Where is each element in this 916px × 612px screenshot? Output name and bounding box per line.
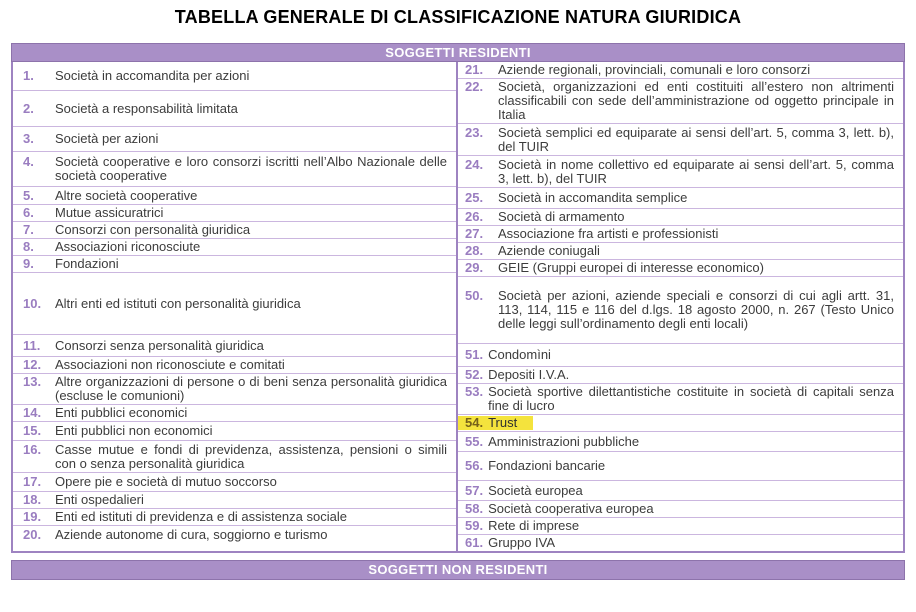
item-number: 6. [23, 205, 34, 220]
item-number: 2. [23, 100, 34, 116]
table-row [458, 451, 903, 480]
table-row [13, 62, 456, 90]
table-row [458, 534, 903, 551]
item-label: Enti ospedalieri [55, 492, 144, 507]
table-row [13, 238, 456, 255]
item-number: 56. [465, 458, 484, 473]
item-label: Aziende autonome di cura, soggiorno e turismo [55, 527, 328, 542]
item-number: 20. [23, 527, 42, 542]
item-label: Associazione fra artisti e professionisti [498, 226, 719, 241]
item-number: 54. [465, 415, 484, 430]
table-row [458, 480, 903, 500]
table-row [13, 525, 456, 544]
table-row [458, 78, 903, 123]
item-label: Altre società cooperative [55, 187, 198, 203]
item-number: 52. [465, 367, 484, 382]
item-label: Casse mutue e fondi di previdenza, assistenza, pensioni o simili con o senza personalità giuridica [55, 441, 447, 471]
table-row [13, 186, 456, 204]
item-number: 18. [23, 492, 42, 507]
table-row [458, 208, 903, 225]
table-row [458, 123, 903, 155]
item-number: 51. [465, 347, 484, 362]
item-label: Consorzi senza personalità giuridica [55, 337, 264, 353]
item-number: 5. [23, 187, 34, 203]
item-label: Società a responsabilità limitata [55, 100, 238, 116]
item-label: Società in accomandita semplice [498, 190, 688, 205]
table-row [458, 366, 903, 383]
item-number: 7. [23, 222, 34, 237]
item-label: Consorzi con personalità giuridica [55, 222, 251, 237]
item-number: 21. [465, 62, 484, 77]
item-label: Enti ed istituti di previdenza e di assistenza sociale [55, 509, 347, 524]
item-label: Mutue assicuratrici [55, 205, 164, 220]
table-row [458, 276, 903, 343]
item-label: Società, organizzazioni ed enti costituiti all’estero non altrimenti classificabili con sede dell’amministrazione od oggetto principale in Italia [498, 79, 894, 122]
table-body [11, 62, 905, 553]
table-row [13, 491, 456, 508]
item-label: Società in nome collettivo ed equiparate ai sensi dell’art. 5, comma 3, lett. b), del TUIR [498, 156, 894, 186]
table-row [458, 242, 903, 259]
item-number: 27. [465, 226, 484, 241]
left-column [13, 62, 458, 551]
item-label: Società per azioni, aziende speciali e consorzi di cui agli artt. 31, 113, 114, 115 e 116 del d.lgs. 18 agosto 2000, n. 267 (Testo Unico delle leggi sull’ordinamento degli enti locali) [498, 288, 894, 331]
table-row [458, 517, 903, 534]
item-number: 57. [465, 482, 484, 498]
table-row [13, 334, 456, 356]
table-row [458, 187, 903, 208]
section-header-residenti [11, 43, 905, 62]
item-number: 1. [23, 68, 34, 83]
section-header-non-residenti [11, 560, 905, 580]
table-row [13, 373, 456, 404]
page-title: TABELLA GENERALE DI CLASSIFICAZIONE NATURA GIURIDICA [174, 7, 742, 27]
item-number: 11. [23, 337, 41, 353]
item-label: Fondazioni bancarie [488, 458, 606, 473]
section-header-label: SOGGETTI RESIDENTI [385, 45, 531, 60]
table-row [13, 272, 456, 334]
table-row [13, 255, 456, 272]
right-column [458, 62, 903, 551]
item-label: Società europea [488, 482, 583, 498]
item-label: Altre organizzazioni di persone o di beni senza personalità giuridica (escluse le comunioni) [55, 374, 447, 403]
item-number: 9. [23, 256, 34, 271]
item-label: Enti pubblici non economici [55, 423, 213, 438]
item-number: 13. [23, 374, 42, 389]
item-label: Altri enti ed istituti con personalità giuridica [55, 295, 301, 311]
item-number: 3. [23, 131, 34, 146]
item-number: 28. [465, 243, 484, 258]
table-row [13, 404, 456, 421]
item-number: 19. [23, 509, 42, 524]
item-number: 16. [23, 441, 42, 457]
table-row [13, 440, 456, 472]
table-row [458, 225, 903, 242]
item-number: 55. [465, 433, 484, 449]
item-label: Società cooperativa europea [488, 501, 654, 516]
item-label: Trust [488, 415, 518, 430]
item-number: 10. [23, 295, 42, 311]
item-number: 53. [465, 384, 484, 399]
classification-table [11, 43, 905, 580]
item-number: 12. [23, 357, 42, 372]
item-number: 58. [465, 501, 484, 516]
item-label: Opere pie e società di mutuo soccorso [55, 474, 277, 489]
item-number: 17. [23, 474, 42, 489]
item-label: Società sportive dilettantistiche costituite in società di capitali senza fine di lucro [488, 384, 894, 413]
item-number: 15. [23, 423, 42, 438]
item-label: Società semplici ed equiparate ai sensi dell’art. 5, comma 3, lett. b), del TUIR [498, 124, 894, 154]
item-number: 29. [465, 260, 484, 275]
table-row [13, 151, 456, 186]
item-number: 14. [23, 405, 42, 420]
item-number: 25. [465, 190, 484, 205]
table-row [458, 500, 903, 517]
table-row [458, 259, 903, 276]
item-number: 22. [465, 79, 484, 94]
item-label: Società in accomandita per azioni [55, 68, 250, 83]
table-row [13, 90, 456, 126]
item-number: 26. [465, 209, 484, 224]
table-row [13, 421, 456, 440]
table-row [13, 508, 456, 525]
item-number: 24. [465, 156, 484, 172]
item-label: Aziende coniugali [498, 243, 600, 258]
item-label: Enti pubblici economici [55, 405, 188, 420]
table-row [13, 204, 456, 221]
item-label: Fondazioni [55, 256, 119, 271]
item-number: 8. [23, 239, 34, 254]
table-row [458, 431, 903, 451]
item-label: Associazioni non riconosciute e comitati [55, 357, 285, 372]
item-number: 61. [465, 535, 484, 550]
table-row [458, 383, 903, 414]
table-row [13, 126, 456, 151]
table-row [458, 155, 903, 187]
item-number: 59. [465, 518, 484, 533]
item-label: Depositi I.V.A. [488, 367, 570, 382]
item-number: 4. [23, 154, 34, 169]
table-row [458, 414, 903, 431]
table-row [458, 343, 903, 366]
section-header-label: SOGGETTI NON RESIDENTI [368, 562, 548, 577]
item-label: Condomìni [488, 347, 551, 362]
item-label: Società cooperative e loro consorzi iscritti nell’Albo Nazionale delle società cooperative [55, 154, 447, 183]
item-label: Rete di imprese [488, 518, 580, 533]
item-label: Amministrazioni pubbliche [488, 433, 640, 449]
table-row [13, 472, 456, 491]
item-label: Aziende regionali, provinciali, comunali e loro consorzi [498, 62, 811, 77]
table-row [458, 62, 903, 78]
item-number: 50. [465, 288, 484, 303]
item-label: Gruppo IVA [488, 535, 556, 550]
item-label: GEIE (Gruppi europei di interesse economico) [498, 260, 764, 275]
table-row [13, 221, 456, 238]
table-row [13, 356, 456, 373]
item-label: Società per azioni [55, 131, 159, 146]
item-label: Associazioni riconosciute [55, 239, 201, 254]
item-number: 23. [465, 124, 484, 140]
item-label: Società di armamento [498, 209, 625, 224]
